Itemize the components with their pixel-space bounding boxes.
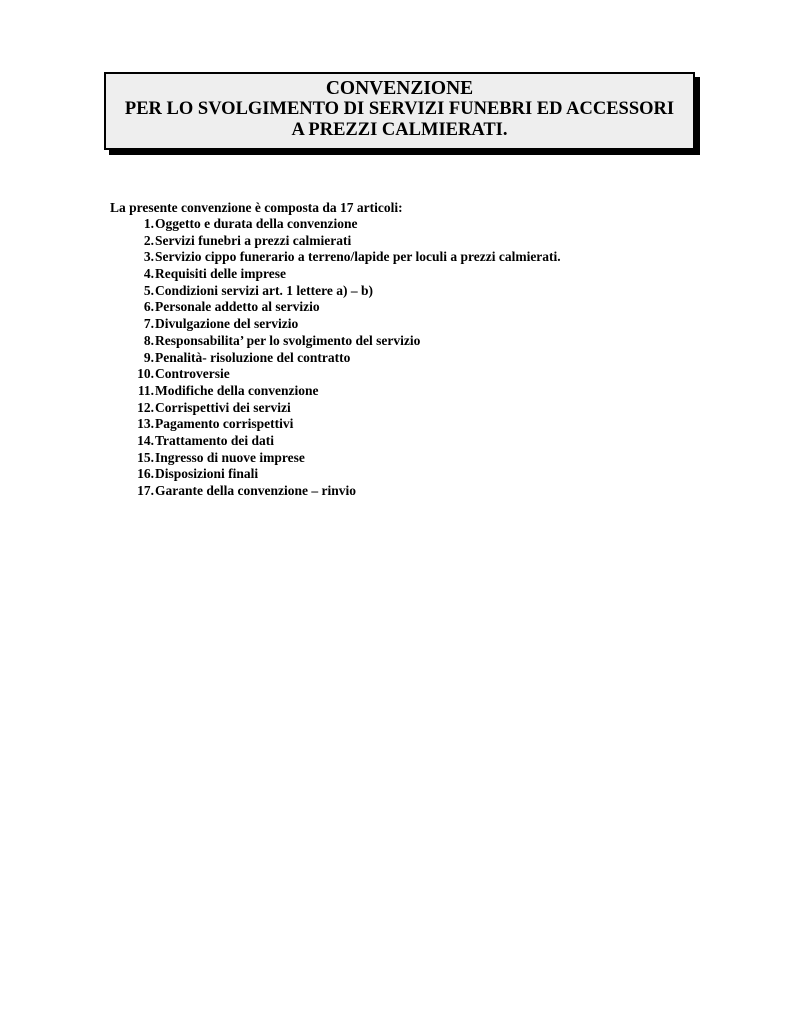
article-title: Personale addetto al servizio	[155, 299, 320, 315]
article-number: 1.	[143, 216, 154, 231]
article-number: 13.	[137, 416, 154, 432]
document-title: CONVENZIONE	[325, 78, 474, 99]
article-title: Responsabilita’ per lo svolgimento del servizio	[155, 332, 421, 348]
list-item	[110, 466, 750, 483]
list-item	[110, 249, 750, 266]
list-item	[110, 299, 750, 316]
list-item	[110, 333, 750, 350]
list-item	[110, 266, 750, 283]
article-title: Trattamento dei dati	[155, 432, 274, 448]
article-title: Garante della convenzione – rinvio	[155, 483, 356, 498]
list-item	[110, 383, 750, 400]
list-item	[110, 483, 750, 500]
list-item	[110, 450, 750, 467]
article-number: 11.	[137, 382, 154, 398]
article-number: 4.	[143, 266, 154, 282]
article-title: Ingresso di nuove imprese	[155, 449, 305, 465]
article-number: 8.	[143, 332, 154, 348]
list-item	[110, 366, 750, 383]
article-title: Condizioni servizi art. 1 lettere a) – b)	[155, 282, 373, 298]
article-number: 5.	[143, 282, 154, 298]
article-title: Servizio cippo funerario a terreno/lapide per loculi a prezzi calmierati.	[155, 249, 561, 265]
article-title: Disposizioni finali	[155, 466, 259, 482]
intro-text: La presente convenzione è composta da 17 articoli:	[110, 200, 403, 215]
list-item	[110, 233, 750, 250]
article-title: Corrispettivi dei servizi	[155, 399, 291, 415]
article-title: Servizi funebri a prezzi calmierati	[155, 232, 352, 248]
article-number: 3.	[143, 249, 154, 265]
article-title: Controversie	[155, 366, 230, 382]
article-number: 6.	[143, 299, 154, 315]
document-body	[110, 199, 750, 500]
article-number: 10.	[137, 366, 154, 382]
article-list	[110, 216, 750, 500]
list-item	[110, 416, 750, 433]
article-title: Penalità- risoluzione del contratto	[155, 349, 351, 365]
article-title: Pagamento corrispettivi	[155, 416, 294, 432]
document-subtitle-line-2: A PREZZI CALMIERATI.	[291, 120, 508, 140]
article-title: Requisiti delle imprese	[155, 266, 286, 282]
article-number: 16.	[137, 466, 154, 482]
article-number: 15.	[137, 449, 154, 465]
list-item	[110, 433, 750, 450]
article-number: 2.	[143, 232, 154, 248]
article-number: 17.	[137, 483, 154, 498]
article-title: Oggetto e durata della convenzione	[155, 216, 358, 231]
article-number: 7.	[143, 316, 154, 332]
list-item	[110, 316, 750, 333]
article-title: Divulgazione del servizio	[155, 316, 299, 332]
article-number: 14.	[137, 432, 154, 448]
list-item	[110, 400, 750, 417]
article-title: Modifiche della convenzione	[155, 382, 319, 398]
list-item	[110, 216, 750, 233]
document-subtitle-line-1: PER LO SVOLGIMENTO DI SERVIZI FUNEBRI ED ACCESSORI	[124, 99, 675, 119]
article-number: 12.	[137, 399, 154, 415]
list-item	[110, 350, 750, 367]
list-item	[110, 283, 750, 300]
title-box	[104, 72, 695, 150]
article-number: 9.	[143, 349, 154, 365]
